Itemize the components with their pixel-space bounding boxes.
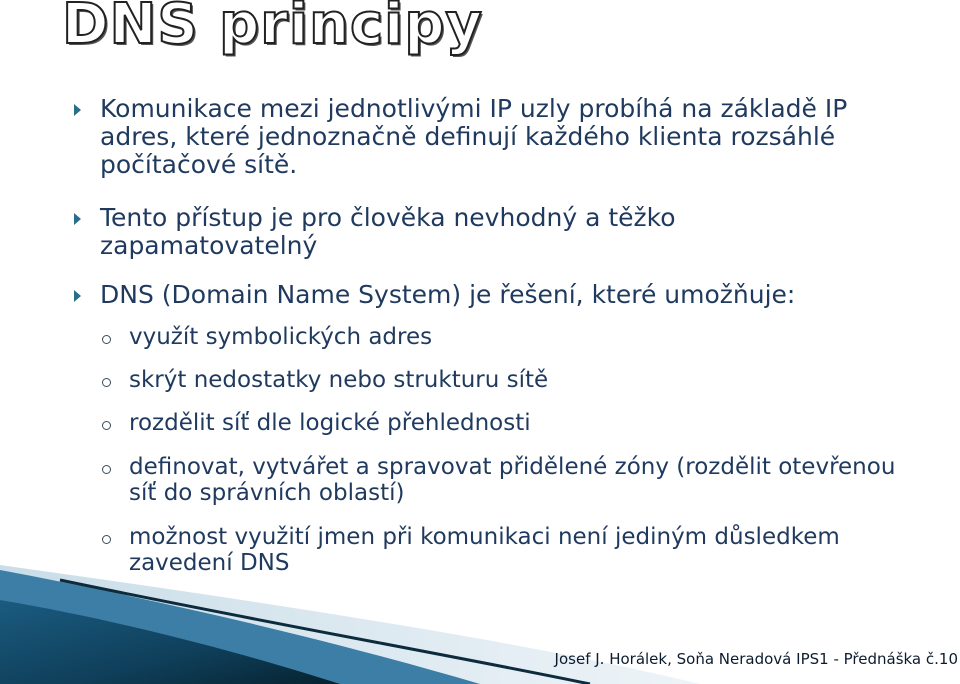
subbullet-item (129, 367, 909, 393)
subbullet-text: možnost využití jmen při komunikaci není jediným důsledkem zavedení DNS (129, 524, 840, 576)
triangle-right-icon (74, 104, 81, 116)
bullet-item (100, 281, 900, 309)
subbullet-text: definovat, vytvářet a spravovat přidělené zóny (rozdělit otevřenou síť do správních oblastí) (129, 454, 896, 506)
subbullet-text: využít symbolických adres (129, 324, 433, 350)
subbullet-item (129, 410, 909, 436)
subbullet-text: rozdělit síť dle logické přehlednosti (129, 410, 531, 436)
bullet-text: DNS (Domain Name System) je řešení, které umožňuje: (100, 280, 796, 309)
bullet-item (100, 204, 900, 260)
triangle-right-icon (74, 213, 81, 225)
circle-outline-icon (102, 335, 111, 344)
slide-title: DNS principy (62, 0, 483, 57)
circle-outline-icon (102, 421, 111, 430)
bullet-text: Tento přístup je pro člověka nevhodný a těžko zapamatovatelný (100, 203, 676, 260)
subbullet-item (129, 324, 909, 350)
subbullet-item (129, 454, 909, 506)
bullet-item (100, 95, 900, 179)
subbullet-text: skrýt nedostatky nebo strukturu sítě (129, 367, 549, 393)
slide-footer: Josef J. Horálek, Soňa Neradová IPS1 - Přednáška č.10 (554, 650, 958, 668)
circle-outline-icon (102, 535, 111, 544)
triangle-right-icon (74, 290, 81, 302)
bullet-text: Komunikace mezi jednotlivými IP uzly probíhá na základě IP adres, které jednoznačně definují každého klienta rozsáhlé počítačové sítě. (100, 94, 848, 179)
circle-outline-icon (102, 465, 111, 474)
subbullet-item (129, 524, 909, 576)
circle-outline-icon (102, 378, 111, 387)
